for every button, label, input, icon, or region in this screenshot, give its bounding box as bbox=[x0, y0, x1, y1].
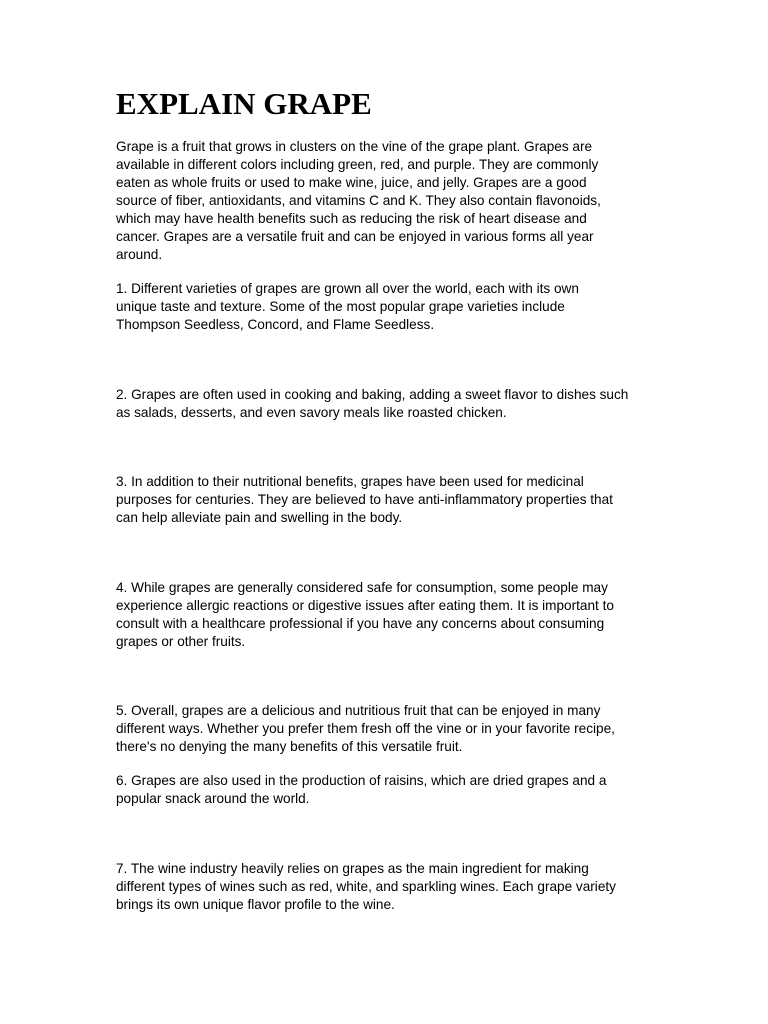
intro-paragraph: Grape is a fruit that grows in clusters on the vine of the grape plant. Grapes are available in different colors including green, red, and purple. They are commonly eaten as whole fruits or used to make wine, juice, and jelly. Grapes are a good source of fiber, antioxidants, and vitamins C and K. They also contain flavonoids, which may have health benefits such as reducing the risk of heart disease and cancer. Grapes are a versatile fruit and can be enjoyed in various forms all year around. bbox=[116, 139, 601, 262]
point-2-paragraph: 2. Grapes are often used in cooking and baking, adding a sweet flavor to dishes such as salads, desserts, and even savory meals like roasted chicken. bbox=[116, 387, 629, 420]
point-6-paragraph: 6. Grapes are also used in the production of raisins, which are dried grapes and a popular snack around the world. bbox=[116, 773, 607, 806]
point-4-paragraph: 4. While grapes are generally considered safe for consumption, some people may experience allergic reactions or digestive issues after eating them. It is important to consult with a healthcare professional if you have any concerns about consuming grapes or other fruits. bbox=[116, 580, 614, 649]
point-3-paragraph: 3. In addition to their nutritional benefits, grapes have been used for medicinal purposes for centuries. They are believed to have anti-inflammatory properties that can help alleviate pain and swelling in the body. bbox=[116, 474, 613, 525]
point-1-paragraph: 1. Different varieties of grapes are grown all over the world, each with its own unique taste and texture. Some of the most popular grape varieties include Thompson Seedless, Concord, and Flame Seedless. bbox=[116, 281, 579, 332]
document-title: EXPLAIN GRAPE bbox=[116, 86, 372, 121]
point-7-paragraph: 7. The wine industry heavily relies on grapes as the main ingredient for making different types of wines such as red, white, and sparkling wines. Each grape variety brings its own unique flavor profile to the wine. bbox=[116, 861, 616, 912]
point-5-paragraph: 5. Overall, grapes are a delicious and nutritious fruit that can be enjoyed in many different ways. Whether you prefer them fresh off the vine or in your favorite recipe, there's no denying the many benefits of this versatile fruit. bbox=[116, 703, 615, 754]
